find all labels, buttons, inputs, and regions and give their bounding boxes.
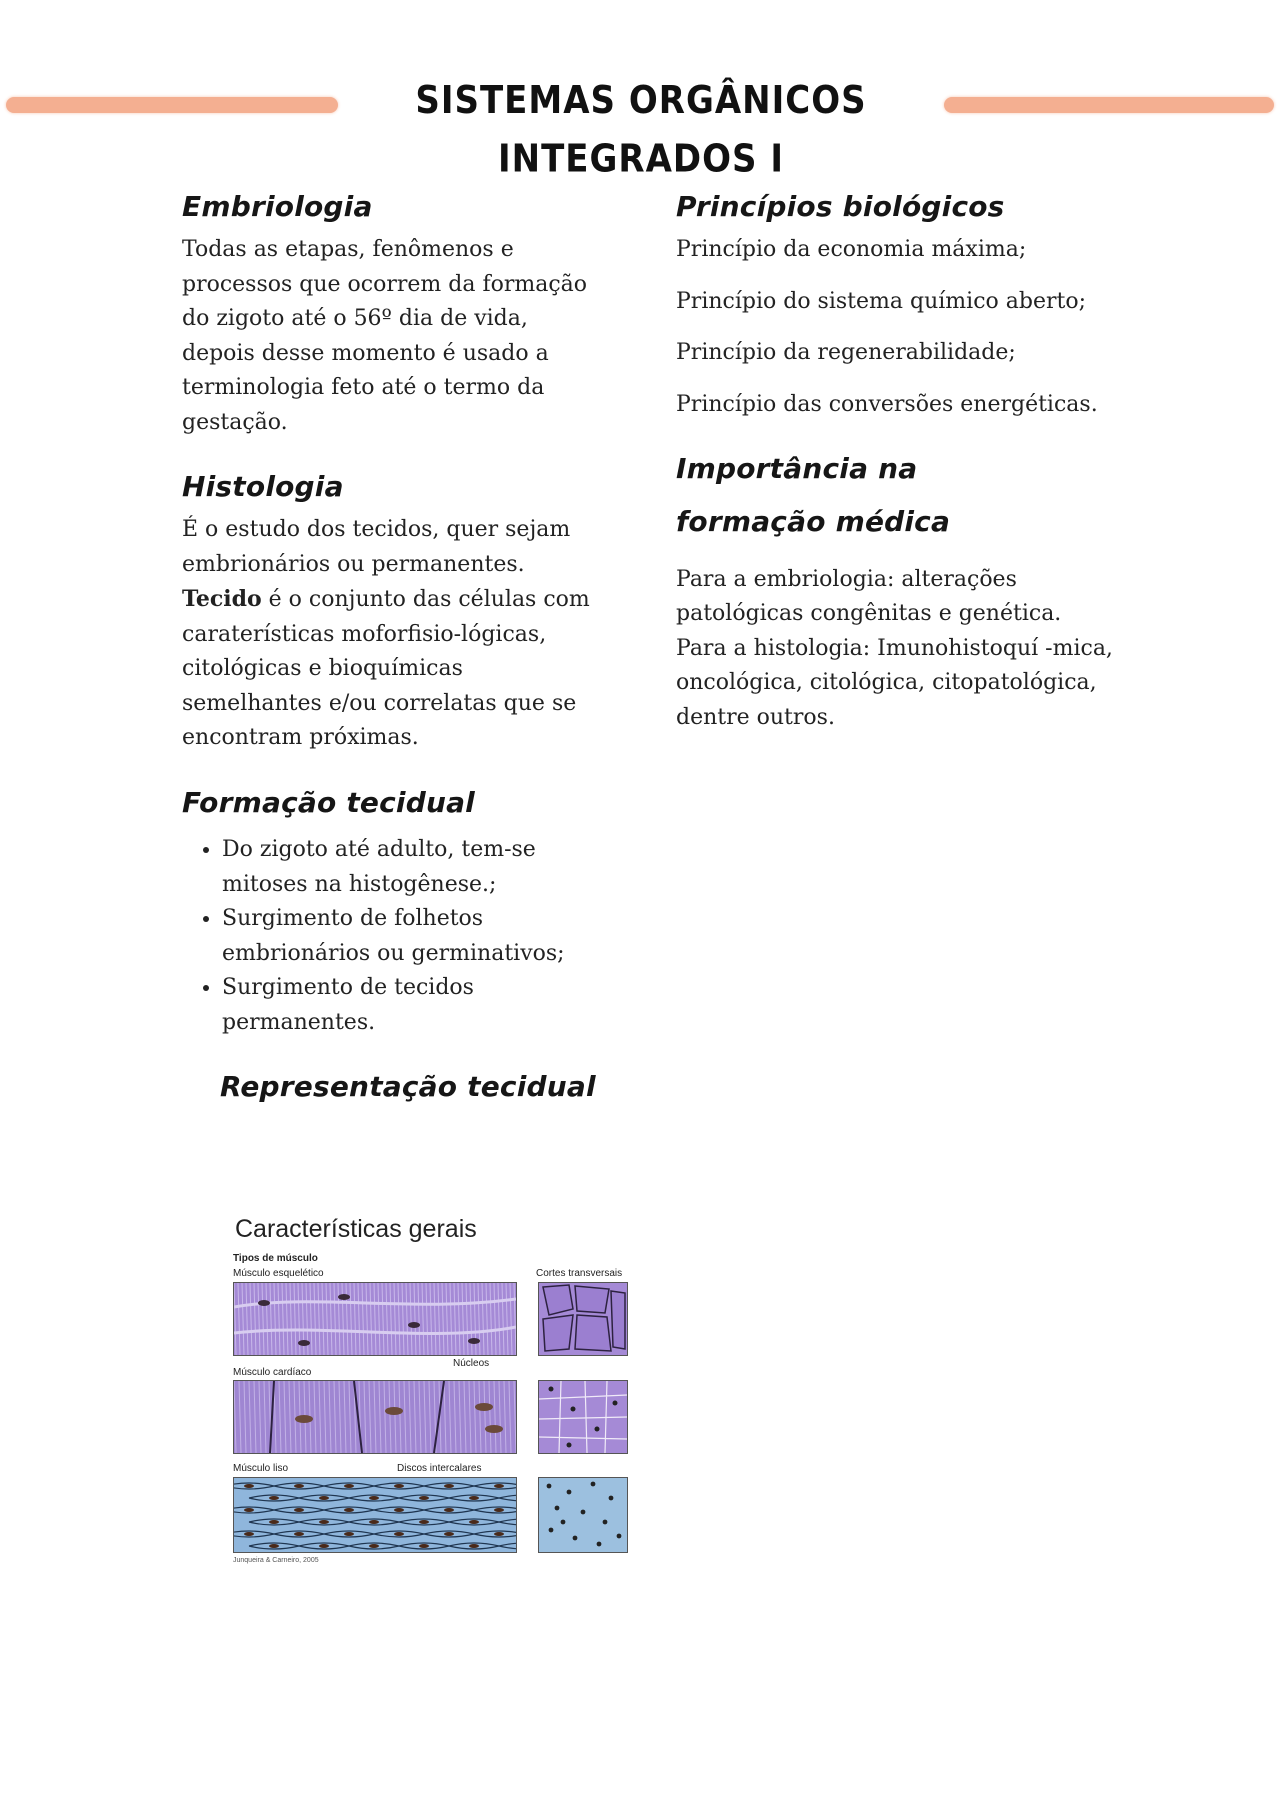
cardiac-muscle-panel <box>233 1380 517 1454</box>
cardiac-cross-section <box>538 1380 628 1454</box>
smooth-nucleus <box>344 1508 354 1512</box>
section-histologia <box>182 460 602 756</box>
importancia-heading: Importância na formação médica <box>676 452 951 539</box>
cross-cell <box>611 1291 625 1349</box>
smooth-nucleus <box>494 1532 504 1536</box>
smooth-nucleus <box>269 1520 279 1524</box>
skeletal-nucleus <box>298 1340 310 1346</box>
title-brush-right <box>944 97 1274 113</box>
title-brush-left <box>6 97 338 113</box>
cross-cell <box>575 1286 609 1313</box>
skeletal-muscle-panel <box>233 1282 517 1356</box>
smooth-cross-nucleus <box>567 1490 572 1495</box>
smooth-nucleus <box>344 1532 354 1536</box>
smooth-nucleus <box>244 1508 254 1512</box>
smooth-nucleus <box>494 1484 504 1488</box>
smooth-cross-fill <box>539 1478 627 1552</box>
cardiac-nucleus <box>385 1407 403 1415</box>
skeletal-cross-section <box>538 1282 628 1356</box>
label-cortes: Cortes transversais <box>536 1268 623 1279</box>
left-column <box>182 180 602 1133</box>
principio-item: Princípio da regenerabilidade; <box>676 340 1016 366</box>
cardiac-nucleus <box>475 1403 493 1411</box>
cross-nucleus <box>567 1443 572 1448</box>
smooth-nucleus <box>269 1544 279 1548</box>
smooth-nucleus <box>319 1496 329 1500</box>
histologia-text <box>182 513 602 756</box>
section-embriologia <box>182 180 602 440</box>
smooth-nucleus <box>419 1520 429 1524</box>
smooth-nucleus <box>319 1520 329 1524</box>
cardiac-nucleus <box>295 1415 313 1423</box>
formacao-list <box>144 833 602 1040</box>
smooth-nucleus <box>344 1484 354 1488</box>
smooth-nucleus <box>469 1544 479 1548</box>
smooth-cross-nucleus <box>581 1510 586 1515</box>
label-esqueletico: Músculo esquelético <box>233 1268 324 1279</box>
section-representacao <box>182 1060 602 1113</box>
skeletal-nucleus <box>258 1300 270 1306</box>
smooth-cross-section <box>538 1477 628 1553</box>
smooth-cross-nucleus <box>597 1542 602 1547</box>
smooth-muscle-panel <box>233 1477 517 1553</box>
label-discos: Discos intercalares <box>397 1463 482 1474</box>
representacao-heading: Representação tecidual <box>220 1070 596 1104</box>
smooth-nucleus <box>469 1496 479 1500</box>
formacao-heading: Formação tecidual <box>182 785 475 819</box>
smooth-nucleus <box>294 1484 304 1488</box>
smooth-nucleus <box>444 1532 454 1536</box>
smooth-nucleus <box>444 1508 454 1512</box>
list-item: • Surgimento de tecidos permanentes. <box>222 971 602 1040</box>
principio-item: Princípio da economia máxima; <box>676 237 1027 263</box>
histologia-heading: Histologia <box>182 470 344 504</box>
label-nucleos: Núcleos <box>453 1358 490 1369</box>
principio-item: Princípio das conversões energéticas. <box>676 391 1098 417</box>
smooth-nucleus <box>244 1484 254 1488</box>
cardiac-nucleus <box>485 1425 503 1433</box>
smooth-nucleus <box>469 1520 479 1524</box>
skeletal-nucleus <box>468 1338 480 1344</box>
smooth-nucleus <box>369 1520 379 1524</box>
smooth-nucleus <box>294 1532 304 1536</box>
cross-nucleus <box>595 1427 600 1432</box>
smooth-nucleus <box>394 1532 404 1536</box>
smooth-cross-nucleus <box>591 1482 596 1487</box>
smooth-nucleus <box>369 1496 379 1500</box>
smooth-nucleus <box>319 1544 329 1548</box>
smooth-nucleus <box>394 1508 404 1512</box>
principios-heading: Princípios biológicos <box>676 190 1005 223</box>
label-tipos: Tipos de músculo <box>233 1253 318 1264</box>
smooth-nucleus <box>269 1496 279 1500</box>
smooth-nucleus <box>294 1508 304 1512</box>
title-bar <box>0 78 1280 182</box>
smooth-nucleus <box>419 1544 429 1548</box>
cross-nucleus <box>613 1401 618 1406</box>
skeletal-nucleus <box>338 1294 350 1300</box>
right-column <box>676 180 1116 755</box>
list-item: • Surgimento de folhetos embrionários ou germinativos; <box>222 902 602 971</box>
smooth-cross-nucleus <box>561 1520 566 1525</box>
cross-cell <box>543 1315 573 1351</box>
smooth-nucleus <box>494 1508 504 1512</box>
figure-credit: Junqueira & Carneiro, 2005 <box>233 1557 319 1564</box>
smooth-nucleus <box>244 1532 254 1536</box>
histologia-text-2: é o conjunto das células com caraterísticas moforfisio-lógicas, citológicas e bioquímicas semelhantes e/ou correlatas que se encontram próximas. <box>182 587 590 751</box>
smooth-cross-nucleus <box>617 1534 622 1539</box>
histologia-text-1: É o estudo dos tecidos, quer sejam embrionários ou permanentes. <box>182 517 571 577</box>
label-cardiaco: Músculo cardíaco <box>233 1367 312 1378</box>
page-title: SISTEMAS ORGÂNICOS INTEGRADOS I <box>415 78 867 182</box>
histologia-bold-term: Tecido <box>182 586 262 613</box>
label-liso: Músculo liso <box>233 1463 289 1474</box>
smooth-panel-fill <box>234 1478 516 1552</box>
smooth-cross-nucleus <box>603 1520 608 1525</box>
smooth-cross-nucleus <box>609 1496 614 1501</box>
muscle-figure <box>229 1207 639 1567</box>
smooth-cross-nucleus <box>573 1536 578 1541</box>
principio-item: Princípio do sistema químico aberto; <box>676 288 1086 314</box>
cross-cell <box>543 1285 573 1315</box>
smooth-nucleus <box>369 1544 379 1548</box>
smooth-cross-nucleus <box>549 1528 554 1533</box>
list-item: • Do zigoto até adulto, tem-se mitoses na histogênese.; <box>222 833 602 902</box>
smooth-nucleus <box>444 1484 454 1488</box>
cross-nucleus <box>549 1387 554 1392</box>
cross-nucleus <box>571 1407 576 1412</box>
smooth-nucleus <box>394 1484 404 1488</box>
embriologia-heading: Embriologia <box>182 190 373 223</box>
section-importancia <box>676 442 1116 735</box>
cross-cell <box>575 1315 611 1351</box>
section-formacao <box>182 776 602 1040</box>
section-principios <box>676 180 1116 422</box>
skeletal-nucleus <box>408 1322 420 1328</box>
embriologia-text: Todas as etapas, fenômenos e processos que ocorrem da formação do zigoto até o 56º dia de vida, depois desse momento é usado a terminologia feto até o termo da gestação. <box>182 237 588 435</box>
smooth-cross-nucleus <box>555 1506 560 1511</box>
figure-title: Características gerais <box>235 1215 477 1243</box>
smooth-nucleus <box>419 1496 429 1500</box>
importancia-text: Para a embriologia: alterações patológicas congênitas e genética. Para a histologia: Imunohistoquí -mica, oncológica, citológica, citopatológica, dentre outros. <box>676 566 1113 730</box>
smooth-cross-nucleus <box>547 1484 552 1489</box>
